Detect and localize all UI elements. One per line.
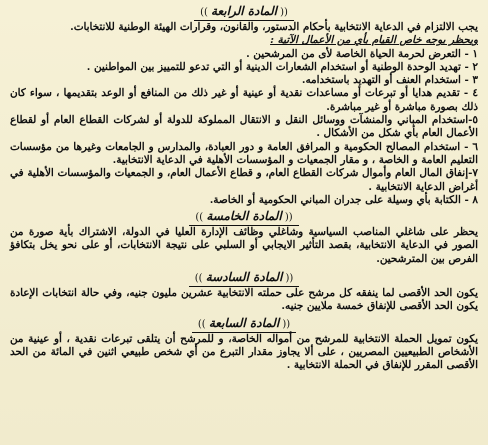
article4-item: ١ - التعرض لحرمة الحياة الخاصة لأى من المرشحين .	[246, 47, 478, 60]
article7-text: يكون تمويل الحملة الانتخابية للمرشح من أمواله الخاصة، و للمرشح أن يتلقى تبرعات نقدية ، أو عينية من الأشخاص الطبيعيين المصريين ، على ألا يجاوز مقدار التبرع من أي شخص طبيعي اثنين في المائة من الحد الأقصى المقرر للإنفاق في الحملة الانتخابية .	[10, 332, 478, 372]
article6-text: يكون الحد الأقصى لما ينفقه كل مرشح على حملته الانتخابية عشرين مليون جنيه، وفي حالة انتخابات الإعادة يكون الحد الأقصى للإنفاق خمسة ملايين جنيه.	[10, 287, 478, 313]
article5-heading-wrap	[10, 207, 478, 226]
article6-heading-wrap	[10, 268, 478, 287]
article4-heading-wrap	[10, 2, 478, 21]
article4-item: ٢ - تهديد الوحدة الوطنية أو استخدام الشعارات الدينية أو التي تدعو للتمييز بين المواطنين .	[86, 60, 478, 73]
article4-subheading: ويحظر بوجه خاص القيام بأي من الأعمال الآتية :	[270, 34, 478, 47]
article5-heading: (( المادة الخامسة ))	[189, 209, 298, 226]
article5-text: يحظر على شاغلي المناصب السياسية وشاغلي وظائف الإدارة العليا في الدولة، الاشتراك بأية صورة من الصور في الدعاية الانتخابية، بقصد التأثير الايجابي أو السلبي على نتيجة الانتخابات، أو على نحو يخل بتكافؤ الفرص بين المترشحين.	[10, 226, 478, 265]
article4-item: ٣ - استخدام العنف أو التهديد باستخدامه.	[301, 74, 478, 87]
article4-item: ٦ - استخدام المصالح الحكومية و المرافق العامة و دور العبادة، والمدارس و الجامعات وغيرها من مؤسسات التعليم العامة و الخاصة ، و مقار الجمعيات و المؤسسات الأهلية في الدعاية الانتخابية.	[10, 140, 478, 166]
article4-item: ٥-استخدام المباني والمنشآت ووسائل النقل و الانتقال المملوكة للدولة أو لشركات القطاع العام أو لقطاع الأعمال العام بأي شكل من الأشكال .	[10, 114, 478, 140]
article7-heading-wrap	[10, 314, 478, 333]
article6-heading: (( المادة السادسة ))	[189, 270, 300, 287]
article4-intro: يجب الالتزام في الدعاية الانتخابية بأحكام الدستور، والقانون، وقرارات الهيئة الوطنية للانتخابات.	[70, 21, 478, 33]
article4-item: ٤ - تقديم هدايا أو تبرعات أو مساعدات نقدية أو عينية أو غير ذلك من المنافع أو الوعد بتقديمها ، سواء كان ذلك بصورة مباشرة أو غير مباشرة.	[10, 87, 478, 113]
article4-item: ٨ - الكتابة بأي وسيلة على جدران المباني الحكومية أو الخاصة.	[209, 193, 478, 206]
article4-heading: (( المادة الرابعة ))	[194, 4, 294, 21]
article7-heading: (( المادة السابعة ))	[192, 316, 296, 333]
article4-item: ٧-إنفاق المال العام وأموال شركات القطاع العام، و قطاع الأعمال العام، و الجمعيات والمؤسسات الأهلية في أغراض الدعاية الانتخابية .	[10, 167, 478, 193]
